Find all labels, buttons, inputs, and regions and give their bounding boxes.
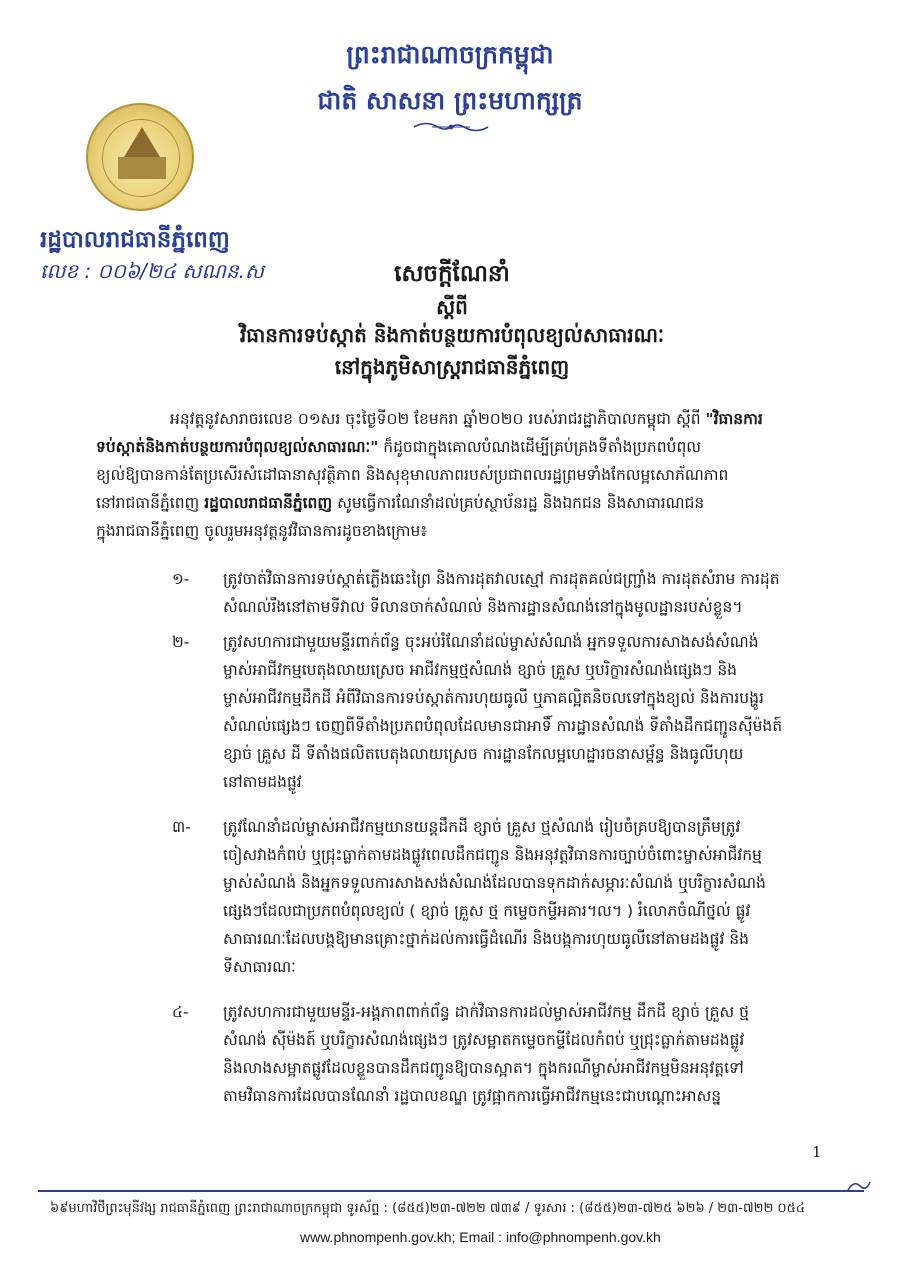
item-line: ត្រូវសហការជាមួយមន្ទីរពាក់ព័ន្ធ ចុះអប់រំណែនាំដល់ម្ចាស់សំណង់ អ្នកទទួលការសាងសង់សំណង់ <box>223 633 759 651</box>
item-number: ៣- <box>172 818 191 836</box>
item-line: និងលាងសម្អាតផ្លូវដែលខ្លួនបានដឹកជញ្ជូនឱ្យបានស្អាត។ ក្នុងករណីម្ចាស់អាជីវកម្មមិនអនុវត្តទៅ <box>223 1059 744 1077</box>
footer-address: ៦៩មហាវិថីព្រះមុនីវង្ស រាជធានីភ្នំពេញ ព្រះរាជាណាចក្រកម្ពុជា ទូរស័ព្ទ : (៨៥៥)២៣-៧២២ ៧៣៩ / ទូរសារ : (៨៥៥)២៣-៧២៥ ៦២៦ / ២៣-៧២២ ០៥៤ <box>50 1201 806 1216</box>
title-subject-label: ស្តីពី <box>436 295 468 319</box>
footer-ornament-icon <box>846 1178 872 1194</box>
item-line: សំណល់ផ្សេងៗ ចេញពីទីតាំងប្រភពបំពុលដែលមានជាអាទិ៍ ការដ្ឋានសំណង់ ទីតាំងដឹកជញ្ជូនស៊ីម៉ងត៍ <box>223 717 783 735</box>
item-line: តាមវិធានការដែលបានណែនាំ រដ្ឋបាលខណ្ឌ ត្រូវផ្អាកការធ្វើអាជីវកម្មនេះជាបណ្តោះអាសន្ន <box>223 1087 722 1105</box>
item-line: ខ្សាច់ គ្រួស ដី ទីតាំងផលិតបេតុងលាយស្រេច ការដ្ឋានកែលម្អហេដ្ឋារចនាសម្ព័ន្ធ និងធូលីហុយ <box>223 745 744 763</box>
item-line: ម្ចាស់អាជីវកម្មបេតុងលាយស្រេច អាជីវកម្មថ្មសំណង់ ខ្សាច់ គ្រួស ឬបរិក្ខារសំណង់ផ្សេងៗ និង <box>223 661 738 679</box>
kingdom-heading: ព្រះរាជាណាចក្រកម្ពុជា <box>346 40 554 69</box>
item-line: ម្ចាស់អាជីវកម្មដឹកដី អំពីវិធានការទប់ស្កាត់ការហុយធូលី ឬភាគល្អិតនិចលទៅក្នុងខ្យល់ និងការបង្ហូរ <box>223 689 764 707</box>
item-line: នៅតាមដងផ្លូវ <box>223 773 302 791</box>
intro-line <box>96 437 701 457</box>
item-line: សំណល់រឹងនៅតាមទីវាល ទីលានចាក់សំណល់ និងការដ្ឋានសំណង់នៅក្នុងមូលដ្ឋានរបស់ខ្លួន។ <box>223 598 743 616</box>
reference-number: លេខ : ០០៦/២៤ សណន.ស <box>40 259 264 283</box>
item-number: ៤- <box>172 1003 189 1021</box>
item-line: សំណង់ ស៊ីម៉ងត៍ ឬបរិក្ខារសំណង់ផ្សេងៗ ត្រូវសម្អាតកម្ទេចកម្ទីដែលកំពប់ ឬជ្រុះធ្លាក់តាមដងផ្លូវ <box>223 1031 745 1049</box>
intro-line <box>96 493 704 513</box>
intro-line <box>170 409 763 429</box>
page-number: 1 <box>812 1143 822 1161</box>
item-line: សាធារណៈដែលបង្កឱ្យមានគ្រោះថ្នាក់ដល់ការធ្វើដំណើរ និងបង្កការហុយធូលីនៅតាមដងផ្លូវ និង <box>223 930 749 948</box>
national-motto: ជាតិ សាសនា ព្រះមហាក្សត្រ <box>317 86 583 115</box>
footer-contact[interactable]: www.phnompenh.gov.kh; Email : info@phnompenh.gov.kh <box>300 1229 661 1245</box>
footer-divider <box>38 1190 864 1192</box>
intro-line: ខ្យល់ឱ្យបានកាន់តែប្រសើរសំដៅធានាសុវត្ថិភាព និងសុខុមាលភាពរបស់ប្រជាពលរដ្ឋព្រមទាំងកែលម្អសោភ័ណភាព <box>96 466 729 484</box>
title-scope: នៅក្នុងភូមិសាស្ត្ររាជធានីភ្នំពេញ <box>334 355 570 379</box>
item-line: ត្រូវណែនាំដល់ម្ចាស់អាជីវកម្មយានយន្តដឹកដី ខ្សាច់ គ្រួស ថ្មសំណង់ រៀបចំគ្របឱ្យបានត្រឹមត្រូវ <box>223 818 741 836</box>
title-subject: វិធានការទប់ស្កាត់ និងកាត់បន្ថយការបំពុលខ្យល់សាធារណៈ <box>239 323 665 347</box>
item-line: ចៀសវាងកំពប់ ឬជ្រុះធ្លាក់តាមដងផ្លូវពេលដឹកជញ្ជូន និងអនុវត្តវិធានការច្បាប់ចំពោះម្ចាស់អាជីវកម្ម <box>223 846 762 864</box>
intro-text: អនុវត្តនូវសារាចរលេខ ០១សរ ចុះថ្ងៃទី០២ ខែមករា ឆ្នាំ២០២០ របស់រាជរដ្ឋាភិបាលកម្ពុជា ស្តីពី <box>170 410 706 428</box>
item-line: ត្រូវចាត់វិធានការទប់ស្កាត់ភ្លើងឆេះព្រៃ និងការដុតវាលស្មៅ ការដុតគល់ជញ្ជ្រាំង ការដុតសំរាម ការដុត <box>223 570 780 588</box>
intro-text: សូមធ្វើការណែនាំដល់គ្រប់ស្ថាប័នរដ្ឋ និងឯកជន និងសាធារណជន <box>332 494 705 512</box>
intro-line: ក្នុងរាជធានីភ្នំពេញ ចូលរួមអនុវត្តនូវវិធានការដូចខាងក្រោម៖ <box>96 522 428 540</box>
item-number: ២- <box>172 633 190 651</box>
phnom-penh-seal-logo <box>86 103 194 211</box>
item-line: ផ្សេងៗដែលជាប្រភពបំពុលខ្យល់ ( ខ្សាច់ គ្រួស ថ្ម កម្ទេចកម្ទីអគារ។ល។ ) រំលោភចំណីថ្នល់ ផ្លូវ <box>223 902 751 920</box>
issuing-administration: រដ្ឋបាលរាជធានីភ្នំពេញ <box>40 227 230 253</box>
ornament-divider-icon <box>412 120 490 134</box>
item-line: ទីសាធារណៈ <box>223 958 296 976</box>
item-number: ១- <box>172 570 190 588</box>
item-line: ត្រូវសហការជាមួយមន្ទីរ-អង្គភាពពាក់ព័ន្ធ ដាក់វិធានការដល់ម្ចាស់អាជីវកម្ម ដឹកដី ខ្សាច់ គ្រួស ថ្ម <box>223 1003 749 1021</box>
intro-bold-text: "វិធានការ <box>705 410 763 428</box>
intro-bold-text: ទប់ស្កាត់និងកាត់បន្ថយការបំពុលខ្យល់សាធារណៈ" <box>96 438 379 456</box>
intro-bold-text: រដ្ឋបាលរាជធានីភ្នំពេញ <box>204 494 333 512</box>
intro-text: ក៏ដូចជាក្នុងគោលបំណងដើម្បីគ្រប់គ្រងទីតាំងប្រភពបំពុល <box>378 438 702 456</box>
item-line: ម្ចាស់សំណង់ និងអ្នកទទួលការសាងសង់សំណង់ដែលបានទុកដាក់សម្ភារៈសំណង់ ឬបរិក្ខារសំណង់ <box>223 874 766 892</box>
document-title: សេចក្តីណែនាំ <box>394 261 510 287</box>
intro-text: នៅរាជធានីភ្នំពេញ <box>96 494 205 512</box>
